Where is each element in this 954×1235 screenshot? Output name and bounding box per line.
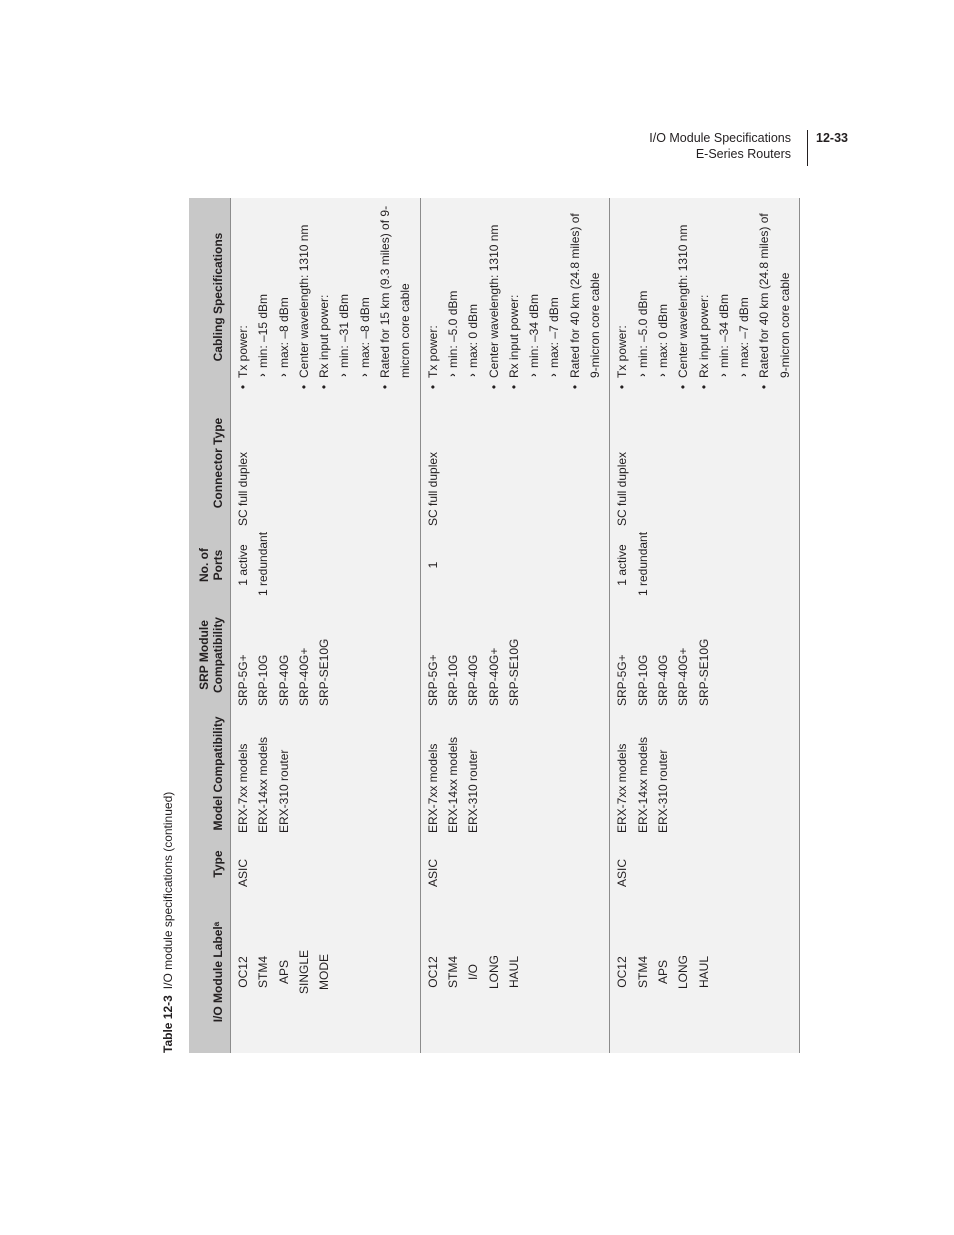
- col-header-type: Type: [189, 837, 231, 891]
- module-label-line: APS: [276, 960, 291, 985]
- cell-connector-type: SC full duplex: [420, 396, 610, 530]
- col-header-ports: No. of Ports: [189, 530, 231, 600]
- bullet-icon: •: [236, 384, 250, 390]
- table-caption-label: Table 12-3: [161, 995, 175, 1053]
- bullet-icon: •: [615, 384, 630, 390]
- cabling-spec-text: min: –5.0 dBm: [635, 290, 650, 368]
- srp-item: SRP-SE10G: [317, 638, 332, 706]
- cabling-spec-item: [294, 202, 314, 392]
- table-header: [189, 198, 231, 1053]
- cabling-spec-text: Center wavelength: 1310 nm: [486, 224, 501, 378]
- cell-cabling-specs: [420, 198, 610, 396]
- chevron-right-icon: ›: [738, 373, 751, 377]
- cabling-spec-item: [754, 202, 795, 392]
- cell-connector-type: SC full duplex: [610, 396, 800, 530]
- cabling-spec-item: [612, 202, 632, 392]
- cabling-spec-text: min: –34 dBm: [716, 293, 731, 368]
- cabling-spec-item: [443, 202, 463, 392]
- module-label-line: LONG: [676, 955, 691, 990]
- module-label-line: LONG: [486, 955, 501, 990]
- cabling-spec-text: Tx power:: [236, 325, 250, 378]
- cell-type: ASIC: [420, 837, 610, 891]
- cabling-spec-text: max: –7 dBm: [547, 297, 562, 368]
- model-item: ERX-310 router: [655, 749, 670, 833]
- cabling-spec-text: Center wavelength: 1310 nm: [296, 224, 311, 378]
- port-line: 1: [425, 561, 440, 569]
- module-label-line: OC12: [615, 956, 630, 988]
- cell-port-count: [420, 530, 610, 600]
- cabling-spec-item: [673, 202, 693, 392]
- cell-module-label: [610, 891, 800, 1053]
- bullet-icon: •: [757, 384, 772, 390]
- bullet-icon: •: [317, 384, 332, 390]
- table-header-row: [189, 198, 231, 1053]
- cell-srp-compatibility: [610, 600, 800, 710]
- cell-module-label: [231, 891, 421, 1053]
- cabling-spec-item: [714, 202, 734, 392]
- cabling-spec-item: [423, 202, 443, 392]
- cabling-spec-text: Tx power:: [615, 325, 630, 378]
- srp-item: SRP-40G: [276, 654, 291, 706]
- cell-module-label: [420, 891, 610, 1053]
- cabling-spec-text: max: –8 dBm: [357, 297, 372, 368]
- module-label-line: SINGLE: [296, 950, 311, 995]
- cell-port-count: [231, 530, 421, 600]
- bullet-icon: •: [486, 384, 501, 390]
- header-section-title: I/O Module Specifications: [649, 131, 791, 145]
- cell-connector-type: SC full duplex: [231, 396, 421, 530]
- chevron-right-icon: ›: [338, 373, 351, 377]
- cell-model-compatibility: [420, 710, 610, 837]
- io-module-spec-table: [189, 198, 800, 1053]
- cell-cabling-specs: [610, 198, 800, 396]
- chevron-right-icon: ›: [358, 373, 371, 377]
- cabling-spec-item: [463, 202, 483, 392]
- header-divider: [807, 130, 808, 166]
- module-label-line: STM4: [635, 956, 650, 989]
- cell-port-count: [610, 530, 800, 600]
- page-number: 12-33: [816, 131, 848, 145]
- cabling-spec-item: [544, 202, 564, 392]
- cell-model-compatibility: [610, 710, 800, 837]
- bullet-icon: •: [378, 384, 393, 390]
- table-caption-text: I/O module specifications (continued): [161, 791, 175, 990]
- module-label-line: I/O: [466, 964, 481, 981]
- srp-item: SRP-SE10G: [506, 638, 521, 706]
- srp-item: SRP-10G: [635, 654, 650, 706]
- cell-type: ASIC: [231, 837, 421, 891]
- cabling-spec-item: [314, 202, 334, 392]
- module-label-line: APS: [655, 960, 670, 985]
- srp-item: SRP-40G+: [486, 647, 501, 706]
- port-line: 1 active: [236, 544, 250, 586]
- cabling-spec-item: [233, 202, 253, 392]
- port-line: 1 active: [615, 544, 630, 586]
- srp-item: SRP-5G+: [615, 654, 630, 706]
- chevron-right-icon: ›: [636, 373, 649, 377]
- cell-srp-compatibility: [231, 600, 421, 710]
- model-item: ERX-7xx models: [236, 743, 250, 833]
- cabling-spec-item: [524, 202, 544, 392]
- table-caption: [160, 792, 190, 1053]
- port-line: 1 redundant: [635, 531, 650, 596]
- bullet-icon: •: [425, 384, 440, 390]
- cell-srp-compatibility: [420, 600, 610, 710]
- cell-type: ASIC: [610, 837, 800, 891]
- cabling-spec-text: Tx power:: [425, 325, 440, 378]
- cabling-spec-text: max: –8 dBm: [276, 297, 291, 368]
- cabling-spec-item: [253, 202, 273, 392]
- cabling-spec-text: max: –7 dBm: [737, 297, 752, 368]
- table-row: [420, 198, 610, 1053]
- col-header-srp: SRP Module Compatibility: [189, 600, 231, 710]
- header-book-title: E-Series Routers: [695, 147, 791, 161]
- cabling-spec-text: max: 0 dBm: [466, 303, 481, 368]
- chevron-right-icon: ›: [446, 373, 459, 377]
- model-item: ERX-7xx models: [425, 743, 440, 833]
- table-row: [231, 198, 421, 1053]
- chevron-right-icon: ›: [257, 373, 270, 377]
- cabling-spec-item: [484, 202, 504, 392]
- chevron-right-icon: ›: [528, 373, 541, 377]
- table-body: [231, 198, 800, 1053]
- cabling-spec-text: min: –31 dBm: [337, 293, 352, 368]
- module-label-line: MODE: [317, 954, 332, 990]
- srp-item: SRP-5G+: [425, 654, 440, 706]
- cabling-spec-item: [504, 202, 524, 392]
- module-label-line: STM4: [256, 956, 271, 989]
- bullet-icon: •: [696, 384, 711, 390]
- module-label-line: HAUL: [506, 956, 521, 989]
- port-line: 1 redundant: [256, 531, 271, 596]
- cabling-spec-item: [375, 202, 416, 392]
- srp-item: SRP-10G: [445, 654, 460, 706]
- chevron-right-icon: ›: [277, 373, 290, 377]
- cabling-spec-text: min: –5.0 dBm: [445, 290, 460, 368]
- table-row: [610, 198, 800, 1053]
- model-item: ERX-310 router: [466, 749, 481, 833]
- cabling-spec-text: Rated for 15 km (9.3 miles) of 9-micron core cable: [378, 205, 413, 378]
- cabling-spec-item: [565, 202, 606, 392]
- srp-item: SRP-40G+: [296, 647, 311, 706]
- cabling-spec-list: [612, 202, 795, 392]
- cabling-spec-item: [355, 202, 375, 392]
- col-header-model: Model Compatibility: [189, 710, 231, 837]
- srp-item: SRP-10G: [256, 654, 271, 706]
- srp-item: SRP-5G+: [236, 654, 250, 706]
- bullet-icon: •: [676, 384, 691, 390]
- cabling-spec-item: [734, 202, 754, 392]
- chevron-right-icon: ›: [656, 373, 669, 377]
- cabling-spec-item: [274, 202, 294, 392]
- model-item: ERX-7xx models: [615, 743, 630, 833]
- srp-item: SRP-40G: [466, 654, 481, 706]
- cabling-spec-item: [334, 202, 354, 392]
- cabling-spec-text: min: –34 dBm: [527, 293, 542, 368]
- cabling-spec-item: [653, 202, 673, 392]
- cabling-spec-text: Rated for 40 km (24.8 miles) of 9-micron core cable: [757, 213, 792, 378]
- module-label-line: STM4: [445, 956, 460, 989]
- chevron-right-icon: ›: [467, 373, 480, 377]
- cell-model-compatibility: [231, 710, 421, 837]
- bullet-icon: •: [506, 384, 521, 390]
- bullet-icon: •: [567, 384, 582, 390]
- bullet-icon: •: [296, 384, 311, 390]
- model-item: ERX-14xx models: [445, 736, 460, 833]
- module-label-line: OC12: [425, 956, 440, 988]
- cabling-spec-text: Rx input power:: [506, 294, 521, 378]
- cabling-spec-text: max: 0 dBm: [655, 303, 670, 368]
- model-item: ERX-14xx models: [256, 736, 271, 833]
- module-label-line: HAUL: [696, 956, 711, 989]
- srp-item: SRP-SE10G: [696, 638, 711, 706]
- module-label-line: OC12: [236, 956, 250, 988]
- cabling-spec-text: Center wavelength: 1310 nm: [676, 224, 691, 378]
- cabling-spec-list: [423, 202, 606, 392]
- cell-cabling-specs: [231, 198, 421, 396]
- model-item: ERX-310 router: [276, 749, 291, 833]
- col-header-connector: Connector Type: [189, 396, 231, 530]
- srp-item: SRP-40G+: [676, 647, 691, 706]
- srp-item: SRP-40G: [655, 654, 670, 706]
- header-lines: [649, 130, 791, 162]
- cabling-spec-text: Rx input power:: [696, 294, 711, 378]
- cabling-spec-text: Rated for 40 km (24.8 miles) of 9-micron core cable: [567, 213, 603, 378]
- cabling-spec-item: [694, 202, 714, 392]
- cabling-spec-item: [633, 202, 653, 392]
- chevron-right-icon: ›: [717, 373, 730, 377]
- rotated-table-container: [160, 198, 792, 1053]
- chevron-right-icon: ›: [548, 373, 561, 377]
- col-header-label: I/O Module Labelᵃ: [189, 891, 231, 1053]
- col-header-cabling: Cabling Specifications: [189, 198, 231, 396]
- model-item: ERX-14xx models: [635, 736, 650, 833]
- cabling-spec-text: Rx input power:: [317, 294, 332, 378]
- cabling-spec-list: [233, 202, 416, 392]
- cabling-spec-text: min: –15 dBm: [256, 293, 271, 368]
